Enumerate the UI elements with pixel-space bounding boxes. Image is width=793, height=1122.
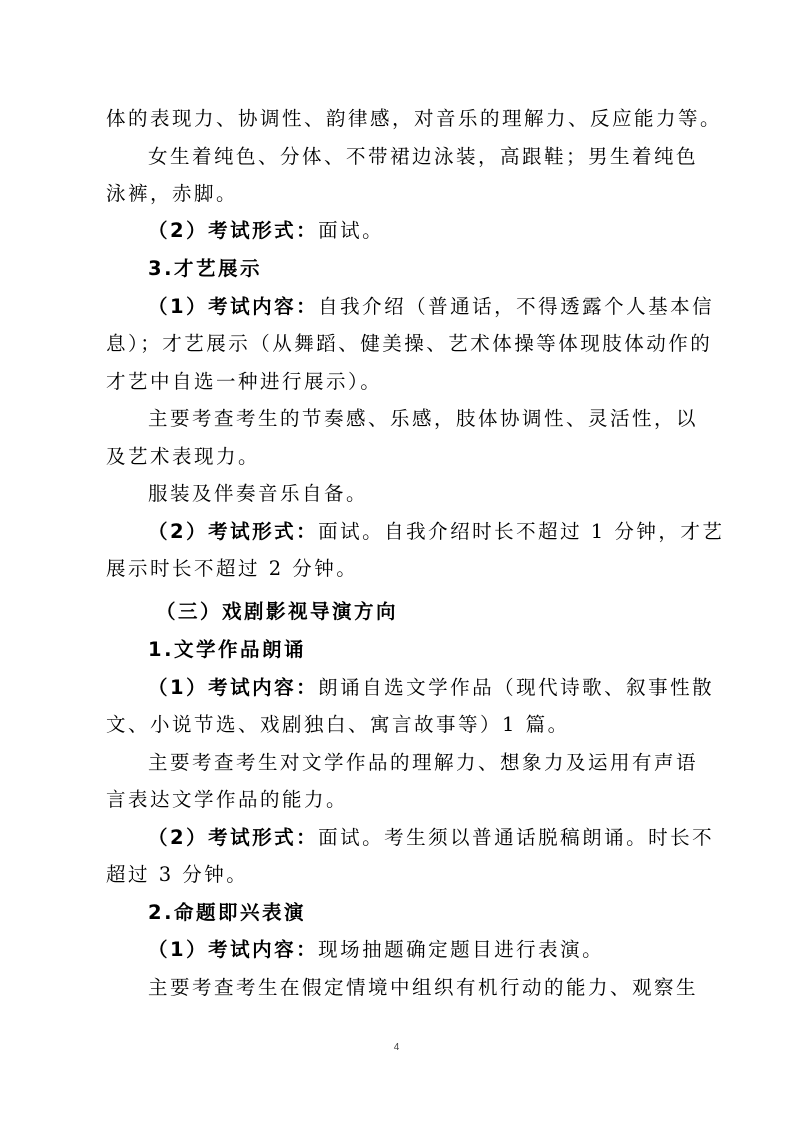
- paragraph-line: 文、小说节选、戏剧独白、寓言故事等）1 篇。: [106, 713, 570, 736]
- item-label: （2）考试形式：: [148, 520, 319, 543]
- section-heading: 3.才艺展示: [148, 257, 262, 280]
- item-label: （2）考试形式：: [148, 826, 319, 849]
- paragraph-line: 主要考查考生在假定情境中组织有机行动的能力、观察生: [148, 976, 699, 999]
- paragraph-line: 服装及伴奏音乐自备。: [148, 482, 369, 505]
- exam-content-item: （1）考试内容：朗诵自选文学作品（现代诗歌、叙事性散: [148, 676, 715, 699]
- paragraph-line: 言表达文学作品的能力。: [106, 788, 349, 811]
- exam-content-item: （1）考试内容：现场抽题确定题目进行表演。: [148, 938, 605, 961]
- exam-format-item: （2）考试形式：面试。: [148, 219, 385, 242]
- exam-format-item: （2）考试形式：面试。考生须以普通话脱稿朗诵。时长不: [148, 826, 715, 849]
- paragraph-line: 主要考查考生对文学作品的理解力、想象力及运用有声语: [148, 751, 699, 774]
- paragraph-line: 及艺术表现力。: [106, 445, 261, 468]
- paragraph-line: 息）；才艺展示（从舞蹈、健美操、艺术体操等体现肢体动作的: [106, 332, 713, 355]
- exam-content-item: （1）考试内容：自我介绍（普通话，不得透露个人基本信: [148, 295, 715, 318]
- paragraph-line: 泳裤，赤脚。: [106, 182, 239, 205]
- page-number: 4: [393, 1042, 400, 1053]
- chapter-heading: （三）戏剧影视导演方向: [156, 600, 399, 623]
- section-heading: 2.命题即兴表演: [148, 901, 306, 924]
- paragraph-line: 体的表现力、协调性、韵律感，对音乐的理解力、反应能力等。: [106, 107, 723, 130]
- paragraph-line: 主要考查考生的节奏感、乐感，肢体协调性、灵活性，以: [148, 407, 699, 430]
- section-heading: 1.文学作品朗诵: [148, 638, 306, 661]
- item-label: （2）考试形式：: [148, 219, 319, 242]
- exam-format-item: （2）考试形式：面试。自我介绍时长不超过 1 分钟，才艺: [148, 520, 725, 543]
- item-label: （1）考试内容：: [148, 676, 319, 699]
- paragraph-line: 超过 3 分钟。: [106, 863, 249, 886]
- paragraph-line: 展示时长不超过 2 分钟。: [106, 557, 359, 580]
- item-label: （1）考试内容：: [148, 938, 319, 961]
- item-label: （1）考试内容：: [148, 295, 319, 318]
- paragraph-line: 才艺中自选一种进行展示）。: [106, 370, 383, 393]
- paragraph-line: 女生着纯色、分体、不带裙边泳装，高跟鞋；男生着纯色: [148, 145, 699, 168]
